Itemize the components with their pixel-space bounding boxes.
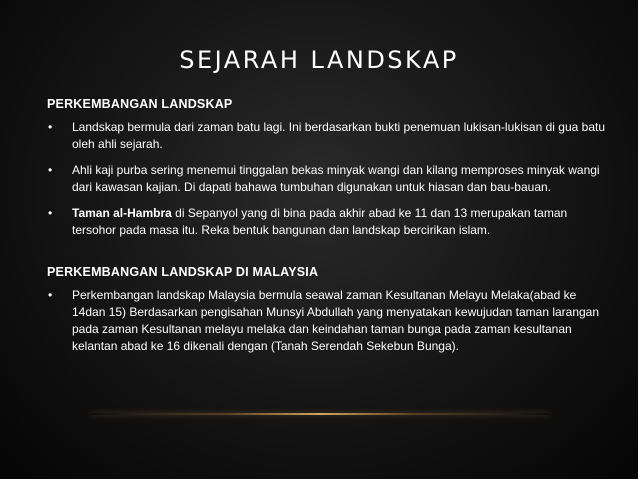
bullet-text: Landskap bermula dari zaman batu lagi. Ini berdasarkan bukti penemuan lukisan-lukisan di gua batu oleh ahli sejarah.	[72, 120, 605, 151]
bullet-text: Perkembangan landskap Malaysia bermula seawal zaman Kesultanan Melayu Melaka(abad ke 14dan 15) Berdasarkan pengisahan Munsyi Abdullah yang menyatakan kewujudan taman larangan pada zaman Kesultanan melayu melaka dan keindahan taman bunga pada zaman kesultanan kelantan abad ke 16 dikenali dengan (Tanah Serendah Sekebun Bunga).	[72, 288, 600, 353]
bullet-item	[47, 205, 607, 239]
bullet-item	[47, 287, 607, 355]
slide-content	[47, 97, 607, 364]
bullet-text: di Sepanyol yang di bina pada akhir abad ke 11 dan 13 merupakan taman tersohor pada masa itu. Reka bentuk bangunan dan landskap bercirikan islam.	[72, 206, 568, 237]
section-heading-landskap-malaysia: PERKEMBANGAN LANDSKAP DI MALAYSIA	[47, 265, 319, 279]
bullet-bold-text: Taman al-Hambra	[72, 206, 172, 220]
bullet-dot-icon: •	[48, 206, 53, 220]
bullet-item	[47, 162, 607, 196]
section-heading-perkembangan-landskap: PERKEMBANGAN LANDSKAP	[47, 97, 233, 111]
bullet-dot-icon: •	[48, 288, 53, 302]
bullet-list-landskap-malaysia	[47, 287, 607, 355]
bullet-dot-icon: •	[48, 163, 53, 177]
slide-title: SEJARAH LANDSKAP	[179, 46, 459, 74]
bullet-list-perkembangan-landskap	[47, 119, 607, 239]
bullet-dot-icon: •	[48, 120, 53, 134]
bullet-item	[47, 119, 607, 153]
bullet-text: Ahli kaji purba sering menemui tinggalan bekas minyak wangi dan kilang memproses minyak wangi dari kawasan kajian. Di dapati bahawa tumbuhan digunakan untuk hiasan dan bau-bauan.	[72, 163, 600, 194]
decorative-glow-divider	[90, 413, 550, 415]
